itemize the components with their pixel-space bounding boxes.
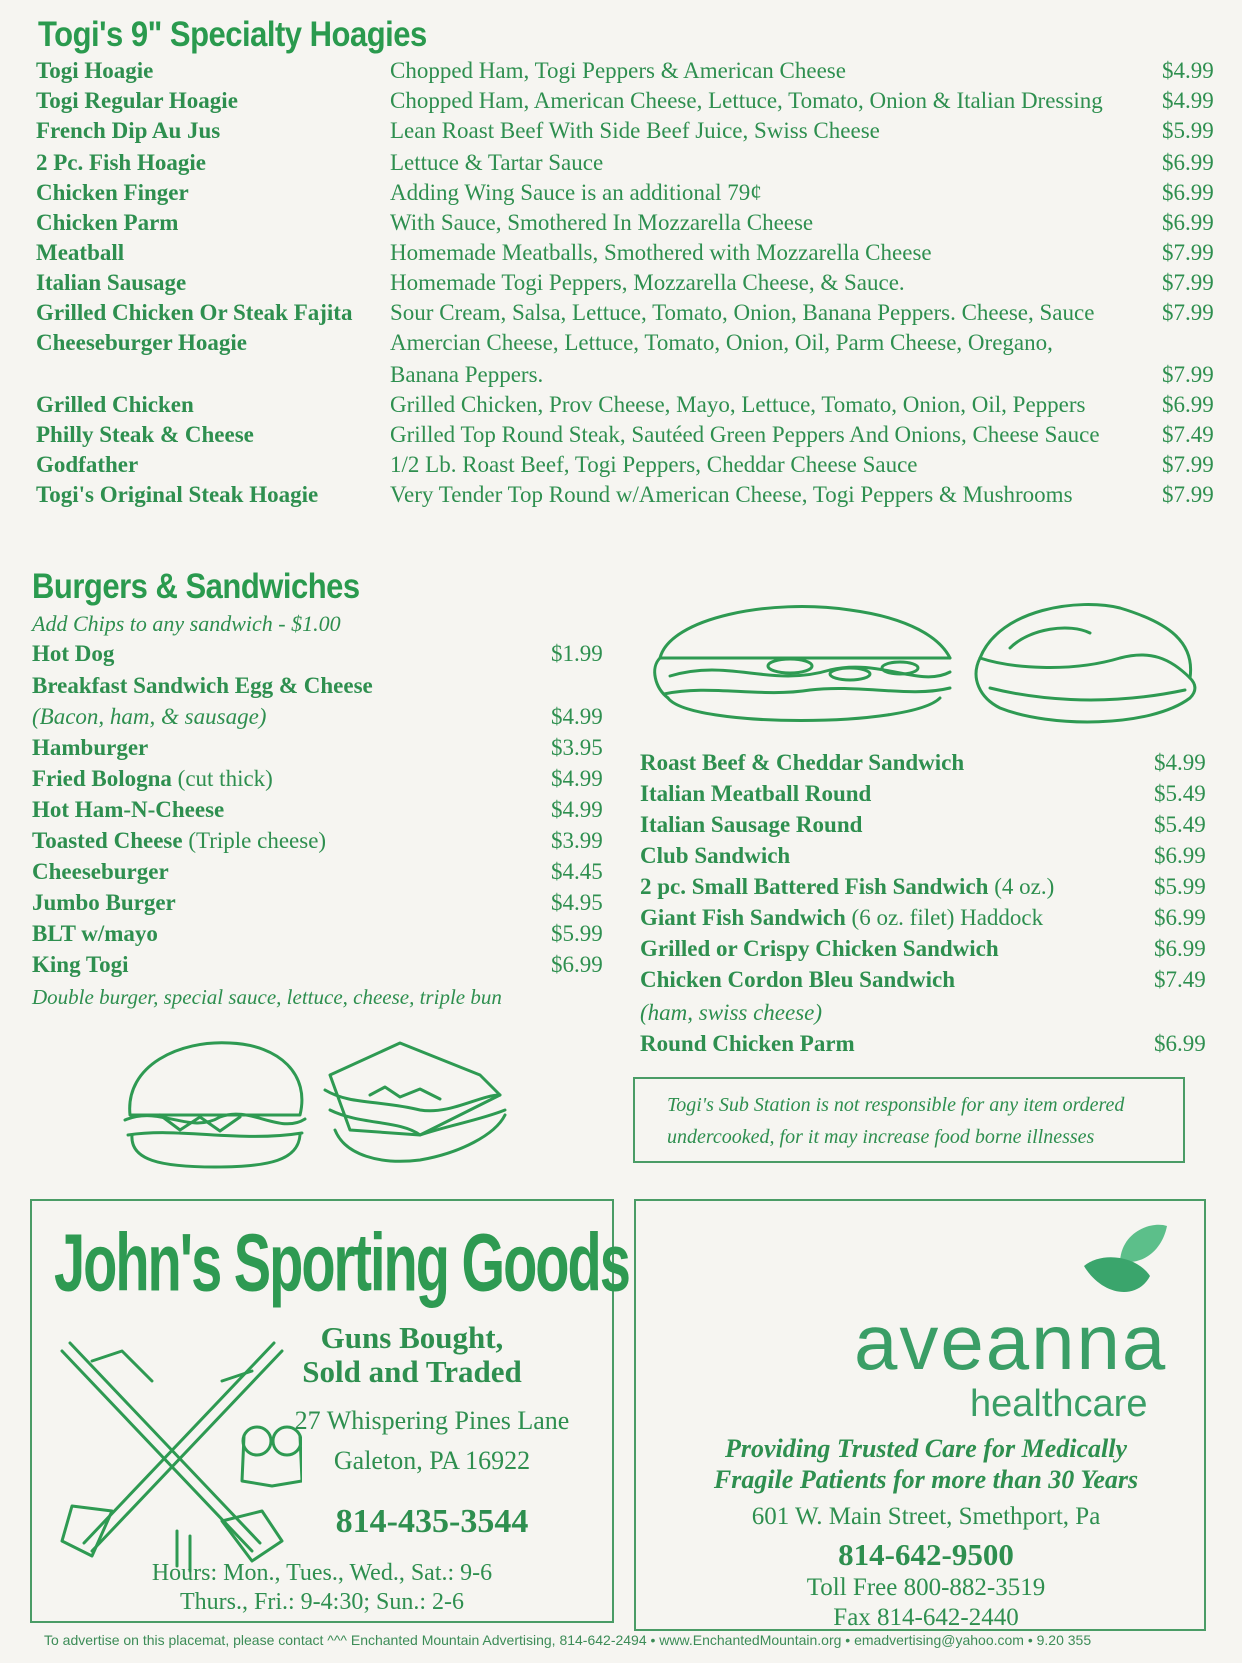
disclaimer-box [633,1077,1185,1163]
hoagie-row [0,210,1242,241]
aveanna-brand: aveanna [854,1298,1168,1386]
burger-note: (cut thick) [171,766,273,791]
hoagie-price: $5.99 [1162,118,1214,143]
johns-title: John's Sporting Goods [54,1216,629,1308]
burger-row [32,673,373,699]
hoagie-name: Philly Steak & Cheese [36,422,254,447]
aveanna-tag2: Fragile Patients for more than 30 Years [713,1465,1139,1494]
burger-note: (Bacon, ham, & sausage) [32,704,267,729]
aveanna-sub: healthcare [970,1383,1148,1425]
burger-price: $4.99 [551,766,603,791]
hoagie-row [0,180,1242,211]
hoagie-desc: Adding Wing Sauce is an additional 79¢ [390,180,762,205]
hoagie-price: $4.99 [1162,88,1214,113]
hoagie-row [0,452,1242,483]
hoagie-row [0,422,1242,453]
burger-row [32,766,273,792]
johns-address [272,1401,592,1481]
burger-note: (Triple cheese) [182,828,327,853]
aveanna-contact [666,1573,1186,1633]
johns-hours1: Hours: Mon., Tues., Wed., Sat.: 9-6 [151,1560,493,1586]
hoagie-row [0,240,1242,271]
sandwich-name: Italian Meatball Round [640,781,872,806]
hoagie-name: Chicken Finger [36,180,189,205]
chips-note: Add Chips to any sandwich - $1.00 [32,611,341,636]
burger-row [32,735,148,761]
johns-tagline [272,1321,552,1389]
burger-row [32,704,266,730]
sandwich-name: Round Chicken Parm [640,1031,855,1056]
hoagie-price: $7.49 [1162,422,1214,447]
hoagie-row [0,88,1242,119]
hoagie-price: $6.99 [1162,392,1214,417]
burger-price: $5.99 [551,921,603,946]
hoagie-name: 2 Pc. Fish Hoagie [36,150,206,175]
burger-price: $1.99 [551,641,603,666]
hoagie-desc: Very Tender Top Round w/American Cheese, Togi Peppers & Mushrooms [390,482,1073,507]
hoagie-desc: 1/2 Lb. Roast Beef, Togi Peppers, Cheddar Cheese Sauce [390,452,918,477]
johns-hours [72,1559,572,1617]
hoagie-name: Italian Sausage [36,270,187,295]
hoagie-desc: Grilled Top Round Steak, Sautéed Green Peppers And Onions, Cheese Sauce [390,422,1100,447]
sandwich-note: (6 oz. filet) Haddock [845,905,1044,930]
hoagie-name: Meatball [36,240,125,265]
sandwich-note: (4 oz.) [988,874,1055,899]
hoagie-name: Togi Regular Hoagie [36,88,238,113]
burger-name: Hot Ham-N-Cheese [32,797,225,822]
hoagie-row [0,118,1242,149]
sandwich-row [640,1031,855,1057]
hoagie-name: Godfather [36,452,139,477]
sandwich-row [640,905,1043,931]
burger-row [32,890,176,916]
hoagie-name: Togi's Original Steak Hoagie [36,482,319,507]
hoagie-price: $7.99 [1162,240,1214,265]
aveanna-tollfree: Toll Free 800-882-3519 [806,1574,1046,1601]
hoagie-desc: Sour Cream, Salsa, Lettuce, Tomato, Onion, Banana Peppers. Cheese, Sauce [390,300,1095,325]
disclaimer-line1: Togi's Sub Station is not responsible for any item ordered [667,1094,1125,1116]
sandwich-name: Roast Beef & Cheddar Sandwich [640,750,965,775]
hoagie-price: $7.99 [1162,300,1214,325]
burger-name: Breakfast Sandwich Egg & Cheese [32,673,373,698]
aveanna-fax: Fax 814-642-2440 [833,1604,1019,1631]
hoagie-desc: Lean Roast Beef With Side Beef Juice, Swiss Cheese [390,118,880,143]
hoagie-row [0,300,1242,331]
sandwich-name: Giant Fish Sandwich [640,905,846,930]
hoagie-desc: Grilled Chicken, Prov Cheese, Mayo, Lettuce, Tomato, Onion, Oil, Peppers [390,392,1086,417]
king-togi-note: Double burger, special sauce, lettuce, cheese, triple bun [32,985,502,1009]
aveanna-tagline [666,1433,1186,1495]
aveanna-address: 601 W. Main Street, Smethport, Pa [751,1503,1101,1530]
hoagie-price: $6.99 [1162,150,1214,175]
hoagie-name: Grilled Chicken [36,392,194,417]
sandwich-name: Italian Sausage Round [640,812,863,837]
burger-price: $4.45 [551,859,603,884]
burger-price: $3.95 [551,735,603,760]
sandwich-row [640,1000,822,1026]
burger-price: $4.95 [551,890,603,915]
disclaimer-line2: undercooked, for it may increase food borne illnesses [667,1126,1095,1148]
burger-name: Jumbo Burger [32,890,176,915]
hoagie-desc: Lettuce & Tartar Sauce [390,150,604,175]
sandwich-name: Grilled or Crispy Chicken Sandwich [640,936,999,961]
hoagie-desc: Chopped Ham, American Cheese, Lettuce, Tomato, Onion & Italian Dressing [390,88,1103,113]
aveanna-phone: 814-642-9500 [838,1537,1014,1572]
johns-tag2: Sold and Traded [302,1354,522,1389]
hoagie-price: $4.99 [1162,58,1214,83]
hoagie-price: $6.99 [1162,210,1214,235]
hoagie-name: Chicken Parm [36,210,179,235]
aveanna-tag1: Providing Trusted Care for Medically [724,1434,1127,1463]
hoagie-price: $7.99 [1162,362,1214,387]
burger-name: Fried Bologna [32,766,172,791]
hoagie-row [0,270,1242,301]
hoagie-row [0,150,1242,181]
burgers-title: Burgers & Sandwiches [32,566,360,607]
hoagie-row [0,58,1242,89]
johns-hours2: Thurs., Fri.: 9-4:30; Sun.: 2-6 [179,1589,464,1615]
crossed-rifles-icon [52,1331,302,1581]
sandwich-note: (ham, swiss cheese) [640,1000,823,1025]
burger-row [32,859,169,885]
burger-price: $4.99 [551,704,603,729]
sandwich-row [640,967,955,993]
hoagie-price: $7.99 [1162,270,1214,295]
burger-row [32,828,326,854]
sandwich-price: $5.49 [1154,781,1206,806]
hoagie-name: French Dip Au Jus [36,118,221,143]
sandwich-name: 2 pc. Small Battered Fish Sandwich [640,874,989,899]
johns-sporting-goods-ad [30,1199,629,1623]
hoagie-row [0,482,1242,513]
hoagie-price: $7.99 [1162,482,1214,507]
sandwich-price: $4.99 [1154,750,1206,775]
burger-row [32,921,158,947]
sandwich-price: $7.49 [1154,967,1206,992]
burger-price: $3.99 [551,828,603,853]
hoagie-name: Cheeseburger Hoagie [36,330,248,355]
hoagie-row [0,392,1242,423]
sandwich-row [640,781,871,807]
sandwich-row [640,936,999,962]
burger-row [32,797,224,823]
hoagie-name: Togi Hoagie [36,58,154,83]
hoagie-desc: With Sauce, Smothered In Mozzarella Cheese [390,210,814,235]
sandwich-row [640,812,862,838]
burger-row [32,952,129,978]
hoagie-desc: Chopped Ham, Togi Peppers & American Cheese [390,58,846,83]
sandwich-row [640,843,790,869]
burger-name: Cheeseburger [32,859,169,884]
hoagie-desc: Homemade Togi Peppers, Mozzarella Cheese, & Sauce. [390,270,905,295]
burger-name: Toasted Cheese [32,828,183,853]
hoagies-title: Togi's 9" Specialty Hoagies [38,14,427,55]
footer: To advertise on this placemat, please contact ^^^ Enchanted Mountain Advertising, 814-642-2494 • www.EnchantedMountain.org • emadvertising@yahoo.com • 9.20 355 [44,1632,1092,1648]
burger-name: Hamburger [32,735,149,760]
burger-name: BLT w/mayo [32,921,158,946]
sandwich-price: $6.99 [1154,1031,1206,1056]
burger-row [32,641,114,667]
hoagie-desc: Homemade Meatballs, Smothered with Mozzarella Cheese [390,240,932,265]
sandwich-name: Club Sandwich [640,843,791,868]
burger-price: $6.99 [551,952,603,977]
hoagie-row [0,362,1242,393]
sandwich-price: $6.99 [1154,843,1206,868]
hoagie-desc: Banana Peppers. [390,362,544,387]
sandwich-price: $5.99 [1154,874,1206,899]
hoagie-illustration [650,598,1210,748]
hoagie-row [0,330,1242,361]
sandwich-name: Chicken Cordon Bleu Sandwich [640,967,956,992]
johns-address1: 27 Whispering Pines Lane [294,1406,570,1435]
hoagie-desc: Amercian Cheese, Lettuce, Tomato, Onion, Oil, Parm Cheese, Oregano, [390,330,1053,355]
burger-price: $4.99 [551,797,603,822]
johns-address2: Galeton, PA 16922 [333,1446,531,1475]
hoagie-price: $6.99 [1162,180,1214,205]
sandwich-price: $6.99 [1154,936,1206,961]
johns-phone: 814-435-3544 [335,1503,529,1540]
burger-name: Hot Dog [32,641,115,666]
aveanna-ad [634,1199,1206,1631]
hoagie-price: $7.99 [1162,452,1214,477]
johns-tag1: Guns Bought, [320,1320,504,1355]
sandwich-price: $5.49 [1154,812,1206,837]
sandwich-row [640,750,964,776]
sandwich-row [640,874,1054,900]
burger-illustration [120,1035,540,1175]
sandwich-price: $6.99 [1154,905,1206,930]
hoagie-name: Grilled Chicken Or Steak Fajita [36,300,353,325]
burger-name: King Togi [32,952,129,977]
